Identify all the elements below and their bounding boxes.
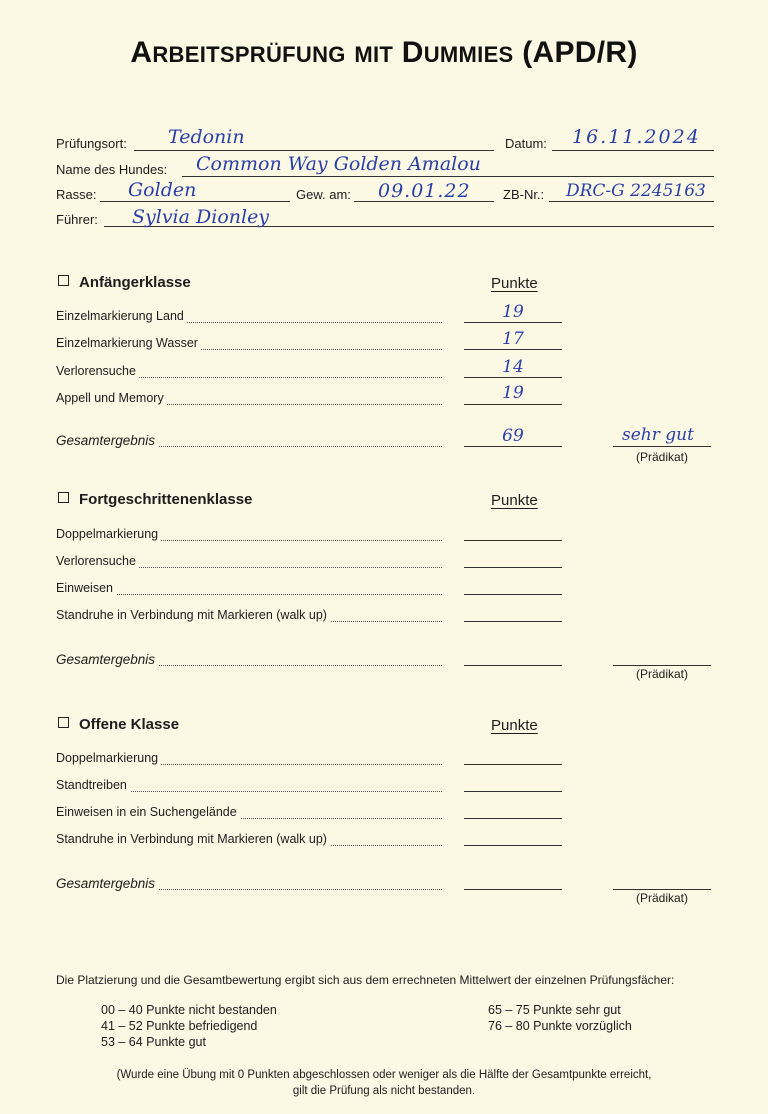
datum-line (552, 150, 714, 151)
score-line[interactable] (464, 621, 562, 622)
grade-item: 00 – 40 Punkte nicht bestanden (101, 1003, 277, 1017)
gesamt-label: Gesamtergebnis (56, 876, 158, 891)
footer-note-line2: gilt die Prüfung als nicht bestanden. (292, 1085, 476, 1097)
praedikat-line[interactable] (613, 665, 711, 666)
gesamt-line[interactable] (464, 889, 562, 890)
gew-label: Gew. am: (296, 187, 351, 202)
row-label: Standruhe in Verbindung mit Markieren (walk up) (56, 608, 330, 622)
anfaenger-checkbox[interactable] (58, 275, 69, 286)
offen-checkbox[interactable] (58, 717, 69, 728)
punkte-header-fortgeschritten: Punkte (491, 492, 538, 509)
praedikat-line[interactable] (613, 889, 711, 890)
name-label: Name des Hundes: (56, 162, 168, 177)
fuehrer-value[interactable]: Sylvia Dionley (132, 206, 270, 228)
row-label: Einzelmarkierung Wasser (56, 336, 201, 350)
pruefungsort-line (134, 150, 494, 151)
pruefungsort-label: Prüfungsort: (56, 136, 127, 151)
row-label: Einzelmarkierung Land (56, 309, 187, 323)
row-label: Standtreiben (56, 778, 130, 792)
row-label: Einweisen (56, 581, 116, 595)
row-label: Doppelmarkierung (56, 527, 161, 541)
row-label: Standruhe in Verbindung mit Markieren (walk up) (56, 832, 330, 846)
praedikat-line (613, 446, 711, 447)
grade-item: 76 – 80 Punkte vorzüglich (488, 1019, 632, 1033)
rasse-value[interactable]: Golden (128, 179, 197, 201)
gew-value[interactable]: 09.01.22 (378, 180, 471, 202)
score-line (464, 377, 562, 378)
grade-item: 65 – 75 Punkte sehr gut (488, 1003, 621, 1017)
grade-item: 53 – 64 Punkte gut (101, 1035, 206, 1049)
score-line[interactable] (464, 791, 562, 792)
datum-label: Datum: (505, 136, 547, 151)
row-label: Doppelmarkierung (56, 751, 161, 765)
score-line[interactable] (464, 594, 562, 595)
name-value[interactable]: Common Way Golden Amalou (196, 153, 481, 175)
section-title-fortgeschritten: Fortgeschrittenenklasse (58, 491, 252, 508)
praedikat-label: (Prädikat) (635, 891, 688, 905)
row-label: Einweisen in ein Suchengelände (56, 805, 240, 819)
grade-item: 41 – 52 Punkte befriedigend (101, 1019, 258, 1033)
score-line[interactable] (464, 567, 562, 568)
footer-intro: Die Platzierung und die Gesamtbewertung ergibt sich aus dem errechneten Mittelwert der einzelnen Prüfungsfächer: (56, 973, 675, 987)
zb-line (549, 201, 714, 202)
section-title-offen: Offene Klasse (58, 716, 179, 733)
pruefungsort-value[interactable]: Tedonin (168, 126, 245, 148)
gesamt-label: Gesamtergebnis (56, 433, 158, 448)
row-label: Verlorensuche (56, 554, 139, 568)
fuehrer-label: Führer: (56, 212, 98, 227)
rasse-line (100, 201, 290, 202)
section-title-anfaenger: Anfängerklasse (58, 274, 191, 291)
punkte-header-offen: Punkte (491, 717, 538, 734)
score-line[interactable] (464, 540, 562, 541)
praedikat-label: (Prädikat) (635, 450, 688, 464)
row-score[interactable]: 17 (502, 329, 524, 349)
footer-note-line1: (Wurde eine Übung mit 0 Punkten abgeschlossen oder weniger als die Hälfte der Gesamtpunkte erreicht, (116, 1069, 652, 1081)
row-score[interactable]: 14 (502, 357, 524, 377)
gesamt-score[interactable]: 69 (502, 426, 524, 446)
row-label: Verlorensuche (56, 364, 139, 378)
row-score[interactable]: 19 (502, 302, 524, 322)
gesamt-line (464, 446, 562, 447)
score-line[interactable] (464, 818, 562, 819)
rasse-label: Rasse: (56, 187, 97, 202)
form-title: ARBEITSPRÜFUNG MIT DUMMIES (APD/R) (130, 36, 638, 69)
row-score[interactable]: 19 (502, 383, 524, 403)
gesamt-label: Gesamtergebnis (56, 652, 158, 667)
score-line (464, 349, 562, 350)
praedikat-value[interactable]: sehr gut (622, 425, 694, 445)
score-line (464, 404, 562, 405)
row-label: Appell und Memory (56, 391, 167, 405)
praedikat-label: (Prädikat) (635, 667, 688, 681)
punkte-header-anfaenger: Punkte (491, 275, 538, 292)
score-line[interactable] (464, 845, 562, 846)
fortgeschritten-checkbox[interactable] (58, 492, 69, 503)
datum-value[interactable]: 16.11.2024 (572, 126, 701, 148)
score-line[interactable] (464, 764, 562, 765)
zb-value[interactable]: DRC-G 2245163 (566, 181, 706, 201)
score-line (464, 322, 562, 323)
zb-label: ZB-Nr.: (503, 187, 545, 202)
name-line (182, 176, 714, 177)
footer-note (0, 1067, 768, 1099)
gesamt-line[interactable] (464, 665, 562, 666)
